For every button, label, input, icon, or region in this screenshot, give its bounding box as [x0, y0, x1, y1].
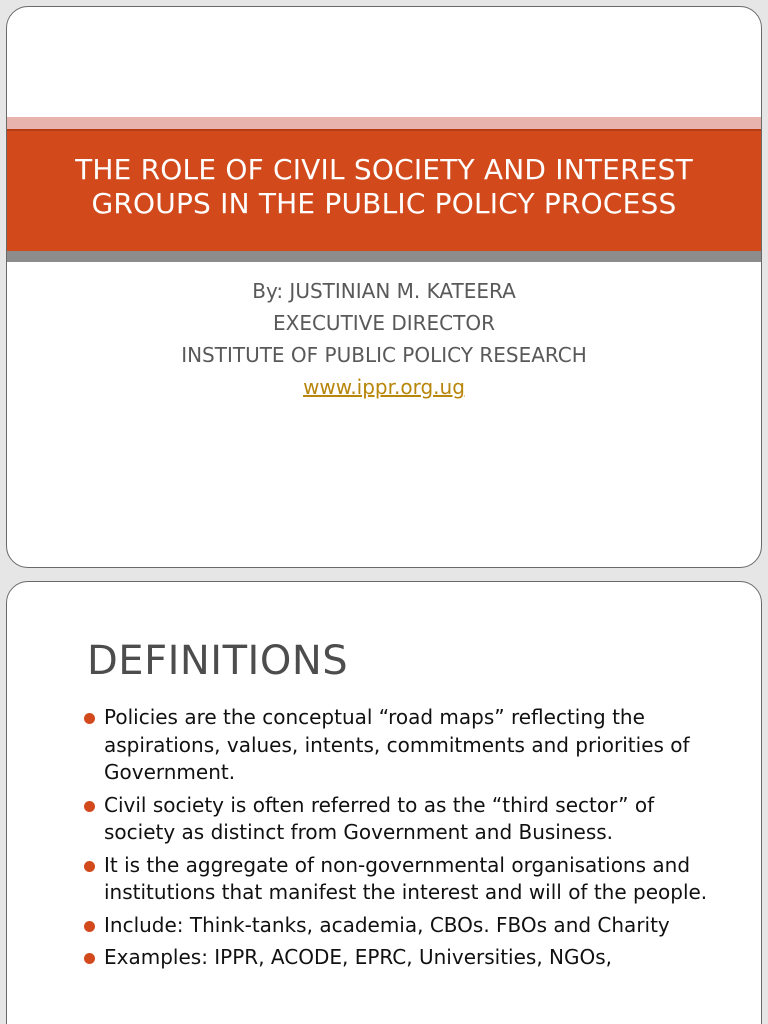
slide-title-line-2: GROUPS IN THE PUBLIC POLICY PROCESS	[91, 187, 677, 220]
definitions-slide	[6, 581, 762, 1024]
slide-title-line-1: THE ROLE OF CIVIL SOCIETY AND INTEREST	[75, 153, 693, 186]
title-slide	[6, 6, 762, 568]
definition-text: It is the aggregate of non-governmental organisations and institutions that manifest the interest and will of the people.	[104, 852, 708, 904]
organization-line: INSTITUTE OF PUBLIC POLICY RESEARCH	[181, 343, 587, 367]
title-band	[7, 129, 761, 251]
slide-title	[27, 153, 741, 221]
definition-text: Examples: IPPR, ACODE, EPRC, Universities, NGOs,	[104, 945, 613, 969]
slide-subtitle	[7, 275, 761, 403]
definition-text: Include: Think-tanks, academia, CBOs. FBOs and Charity	[104, 912, 670, 937]
title-band-top-stripe	[7, 117, 761, 129]
definition-item	[83, 912, 723, 940]
title-band-bottom-stripe	[7, 251, 761, 262]
bullet-dot-icon	[84, 801, 95, 812]
bullet-dot-icon	[84, 713, 95, 724]
bullet-dot-icon	[84, 921, 95, 932]
definitions-heading: DEFINITIONS	[87, 638, 349, 684]
author-line: By: JUSTINIAN M. KATEERA	[252, 279, 516, 303]
website-link[interactable]: www.ippr.org.ug	[303, 375, 465, 399]
bullet-dot-icon	[84, 953, 95, 964]
definitions-list	[83, 704, 723, 977]
definition-item	[83, 944, 723, 972]
definition-item	[83, 852, 723, 907]
position-line: EXECUTIVE DIRECTOR	[272, 311, 496, 335]
definition-text: Policies are the conceptual “road maps” reflecting the aspirations, values, intents, commitments and priorities of Government.	[104, 705, 690, 784]
bullet-dot-icon	[84, 861, 95, 872]
definition-item	[83, 792, 723, 847]
definition-text: Civil society is often referred to as the “third sector” of society as distinct from Government and Business.	[104, 792, 655, 844]
definition-item	[83, 704, 723, 787]
